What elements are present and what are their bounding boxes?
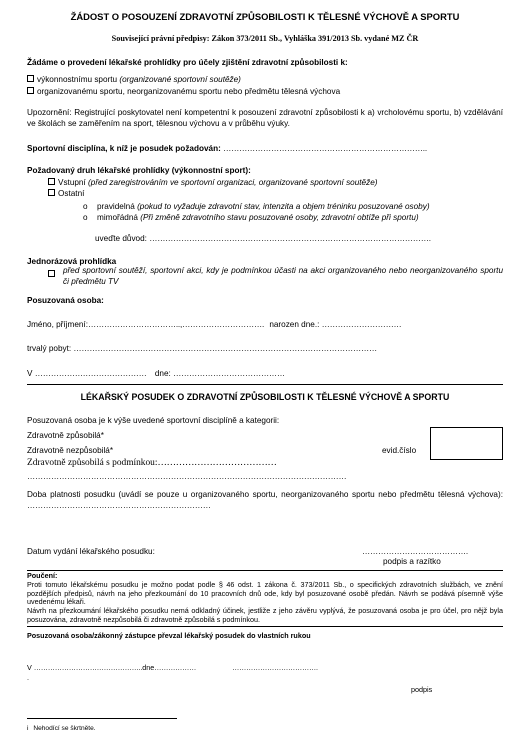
oneoff-text: před sportovní soutěží, sportovní akci, kdy je podmínkou účasti na akci organizovaného nebo neorganizovaného sportu či předmětu TV	[63, 266, 503, 286]
option-label: mimořádná	[97, 213, 141, 222]
conditional-dots: …………………………………	[157, 458, 277, 468]
reason-row[interactable]	[95, 234, 431, 244]
issue-date-label: Datum vydání lékařského posudku:	[27, 547, 155, 556]
residence-row[interactable]	[27, 344, 377, 354]
footnote	[27, 725, 96, 733]
reason-label: uveďte důvod:	[95, 234, 147, 243]
date-label: dne:	[154, 369, 171, 378]
option-label: výkonnostnímu sportu	[37, 75, 120, 84]
footnote-mark: i	[27, 725, 29, 732]
exam-type-heading: Požadovaný druh lékařské prohlídky (výkonnostní sport):	[27, 166, 251, 175]
name-label: Jméno, příjmení:	[27, 320, 88, 329]
request-intro: Žádáme o provedení lékařské prohlídky pro účely zjištění zdravotní způsobilosti k:	[27, 58, 348, 67]
date-dots: ……………………………………	[173, 369, 285, 378]
conditional-row[interactable]	[27, 458, 277, 469]
checkbox[interactable]	[48, 189, 55, 196]
validity-dots[interactable]: ……………………………………………………………	[27, 500, 211, 510]
birth-dots: …………………………	[321, 320, 402, 329]
checkbox[interactable]	[27, 75, 34, 82]
birth-label: narozen dne.:	[269, 320, 320, 329]
checkbox[interactable]	[27, 87, 34, 94]
bullet-circle-icon: o	[83, 213, 88, 222]
sub-option-extra[interactable]	[83, 213, 419, 223]
option-organized-sport[interactable]	[27, 87, 340, 97]
residence-label: trvalý pobyt:	[27, 344, 72, 353]
reason-dots: …………………………………………………………………………………………….	[149, 234, 431, 243]
receipt-dot: .	[27, 673, 29, 682]
place-dots: ……………………………………	[34, 369, 147, 378]
receipt-statement: Posuzovaná osoba/zákonný zástupce převzal lékařský posudek do vlastních rukou	[27, 631, 311, 640]
receipt-date-dots: ………………	[154, 663, 197, 672]
receipt-place-dots: ………………………………………..	[33, 663, 143, 672]
condition-line-dots[interactable]: …………………………………………………………………………………………………………	[27, 472, 347, 481]
option-performance-sport[interactable]	[27, 75, 241, 85]
receipt-divider	[27, 626, 503, 627]
evid-number-field[interactable]	[430, 427, 503, 460]
name-row[interactable]	[27, 320, 402, 330]
advice-divider	[27, 570, 503, 571]
option-note: (před zaregistrováním ve sportovní organizaci, organizované sportovní soutěže)	[88, 178, 378, 187]
report-intro: Posuzovaná osoba je k výše uvedené sportovní disciplíně a kategorii:	[27, 416, 280, 425]
bullet-circle-icon: o	[83, 202, 88, 211]
sub-option-regular[interactable]	[83, 202, 430, 212]
receipt-signature-dots: ……………………………….	[232, 663, 318, 672]
validity-label: Doba platnosti posudku (uvádí se pouze u organizovaného sportu, neorganizovaného sportu nebo předmětu tělesná výchova):	[27, 490, 503, 499]
receipt-date-label: dne	[142, 663, 155, 672]
option-entry-exam[interactable]	[48, 178, 378, 188]
report-title: LÉKAŘSKÝ POSUDEK O ZDRAVOTNÍ ZPŮSOBILOSTI K TĚLESNÉ VÝCHOVĚ A SPORTU	[80, 392, 450, 402]
person-heading: Posuzovaná osoba:	[27, 296, 104, 305]
request-title: ŽÁDOST O POSOUZENÍ ZDRAVOTNÍ ZPŮSOBILOSTI K TĚLESNÉ VÝCHOVĚ A SPORTU	[70, 11, 460, 22]
option-note: (Při změně zdravotního stavu posuzované osoby, zdravotní obtíže při sportu)	[140, 213, 419, 222]
option-label: pravidelná	[97, 202, 138, 211]
signature-stamp-label: podpis a razítko	[383, 557, 441, 566]
checkbox[interactable]	[48, 178, 55, 185]
residence-dots: ……………………………………………………………………………………………………	[73, 344, 377, 353]
unfit-option[interactable]: Zdravotně nezpůsobilá*	[27, 446, 114, 455]
advice-text-1: Proti tomuto lékařskému posudku je možno podat podle § 46 odst. 1 zákona č. 373/2011 Sb., o specifických zdravotních službách, ve znění pozdějších předpisů, návrh na jeho přezkoumání do 10 pracovních dnů ode, kdy byl posuzované osobě předán. Návrh se podává písemně výše uvedenému lékaři.	[27, 580, 503, 607]
option-note: (pokud to vyžaduje zdravotní stav, intenzita a objem tréninku posuzované osoby)	[137, 202, 430, 211]
oneoff-checkbox[interactable]	[48, 270, 55, 277]
place-date-row[interactable]	[27, 369, 285, 379]
signature-stamp-dots[interactable]: ………………………………….	[362, 547, 468, 556]
option-label: organizovanému sportu, neorganizovanému sportu nebo předmětu tělesná výchova	[37, 87, 341, 96]
conditional-label: Zdravotně způsobilá s podmínkou:	[27, 458, 158, 468]
evid-number-label: evid.číslo	[382, 446, 417, 455]
place-label: V	[27, 369, 33, 378]
validity-text	[27, 490, 503, 511]
oneoff-heading: Jednorázová prohlídka	[27, 257, 117, 266]
section-divider	[27, 384, 503, 385]
discipline-label: Sportovní disciplína, k níž je posudek požadován:	[27, 144, 221, 153]
advice-text-2: Návrh na přezkoumání lékařského posudku nemá odkladný účinek, jestliže z jeho závěru vyplývá, že posuzovaná osoba je pro účel, pro nějž byla posuzována, zdravotně nezpůsobilá či zdravotně způsobilá s podmínkou.	[27, 606, 503, 624]
option-label: Ostatní	[58, 189, 85, 198]
legislation-line: Související právní předpisy: Zákon 373/2011 Sb., Vyhláška 391/2013 Sb. vydané MZ ČR	[111, 34, 419, 43]
option-label: Vstupní	[58, 178, 89, 187]
fit-option[interactable]: Zdravotně způsobilá*	[27, 431, 104, 440]
notice-text: Upozornění: Registrující poskytovatel není kompetentní k posouzení zdravotní způsobilosti k a) vrcholovému sportu, b) vzdělávání ve školách se zaměřením na sport, tělesnou výchovu a v průběhu výuky.	[27, 108, 503, 128]
option-note: (organizované sportovní soutěže)	[119, 75, 241, 84]
discipline-dots: …………………………………………………………………..	[223, 144, 427, 153]
receipt-place-date-row[interactable]	[27, 664, 318, 673]
footnote-text: Nehodící se škrtněte.	[33, 725, 96, 732]
discipline-row[interactable]	[27, 144, 427, 154]
footnote-rule	[27, 718, 177, 719]
advice-heading: Poučení:	[27, 571, 58, 580]
name-dots: ……………………………..,………………………….	[87, 320, 265, 329]
receipt-place-label: V	[27, 663, 32, 672]
option-other-exam[interactable]	[48, 189, 84, 199]
receipt-signature-label: podpis	[411, 685, 433, 694]
